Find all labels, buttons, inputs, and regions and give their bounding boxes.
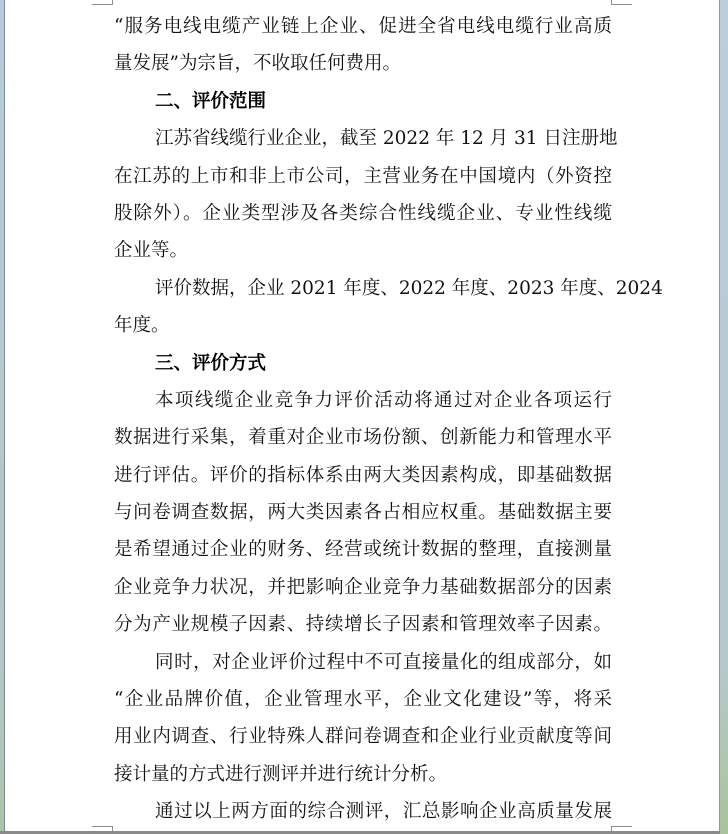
margin-corner-mark-top-right (611, 0, 632, 5)
paragraph-line: 股除外）。企业类型涉及各类综合性线缆企业、专业性线缆 (114, 202, 612, 224)
paragraph-line: 分为产业规模子因素、持续增长子因素和管理效率子因素。 (114, 614, 612, 636)
paragraph-line: 进行评估。评价的指标体系由两大类因素构成，即基础数据 (114, 464, 612, 486)
paragraph-first-line: 本项线缆企业竞争力评价活动将通过对企业各项运行 (155, 389, 612, 411)
paragraph-line: 数据进行采集，着重对企业市场份额、创新能力和管理水平 (114, 427, 612, 449)
paragraph-line: 量发展”为宗旨，不收取任何费用。 (114, 53, 401, 75)
paragraph-line: 是希望通过企业的财务、经营或统计数据的整理，直接测量 (114, 539, 612, 561)
paragraph-line: 企业等。 (114, 240, 189, 262)
paragraph-line: 用业内调查、行业特殊人群问卷调查和企业行业贡献度等间 (114, 726, 612, 748)
section-heading: 二、评价范围 (155, 90, 267, 112)
paragraph-first-line: 江苏省线缆行业企业，截至 2022 年 12 月 31 日注册地 (155, 128, 618, 150)
window-frame-right (720, 0, 728, 834)
paragraph-line: “服务电线电缆产业链上企业、促进全省电线电缆行业高质 (114, 16, 612, 37)
margin-corner-mark-top-left (92, 0, 113, 5)
paragraph-line: “企业品牌价值，企业管理水平，企业文化建设”等，将采 (114, 689, 612, 711)
paragraph-first-line: 通过以上两方面的综合测评，汇总影响企业高质量发展 (155, 801, 612, 823)
paragraph-line: 接计量的方式进行测评并进行统计分析。 (114, 763, 448, 785)
paragraph-line: 与问卷调查数据，两大类因素各占相应权重。基础数据主要 (114, 502, 612, 524)
document-body[interactable] (114, 8, 663, 831)
paragraph-line: 企业竞争力状况，并把影响企业竞争力基础数据部分的因素 (114, 576, 612, 598)
paragraph-line: 年度。 (114, 315, 170, 337)
paragraph-line: 在江苏的上市和非上市公司，主营业务在中国境内（外资控 (114, 165, 612, 187)
section-heading: 三、评价方式 (155, 352, 267, 374)
paragraph-first-line: 同时，对企业评价过程中不可直接量化的组成部分，如 (155, 651, 612, 673)
paragraph-first-line: 评价数据，企业 2021 年度、2022 年度、2023 年度、2024 (155, 277, 663, 299)
document-page[interactable] (5, 0, 719, 831)
